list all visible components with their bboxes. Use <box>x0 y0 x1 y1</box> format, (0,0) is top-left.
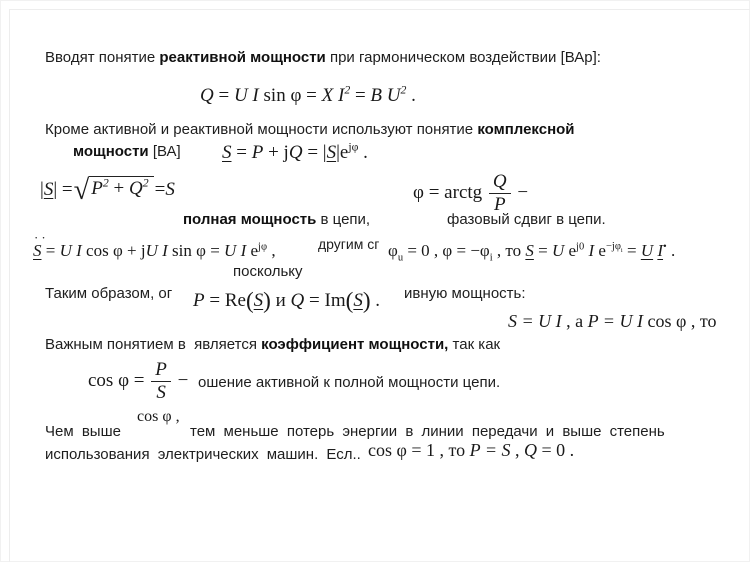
fragment-other-way: другим сг <box>318 236 380 252</box>
var-S: S <box>156 381 166 403</box>
op-eq: = <box>302 142 323 163</box>
abs-bar-eq: | = <box>53 179 73 201</box>
thus-paragraph-right: ивную мощность: <box>404 285 526 302</box>
var-Q: Q <box>200 85 214 106</box>
exp-text: −jφ <box>605 241 621 253</box>
fn-sin: sin φ = <box>263 85 322 106</box>
sub-u: u <box>397 252 404 264</box>
abs-bar: | <box>336 142 340 163</box>
formula-phase-angles <box>388 241 676 264</box>
var-UI: U I <box>224 241 251 260</box>
var-P: P <box>193 290 205 311</box>
caption-apparent-power <box>183 211 370 230</box>
op-eq: = <box>154 179 166 201</box>
op-eq: = <box>41 241 60 260</box>
fn-arctg: φ = arctg <box>413 181 487 203</box>
var-P: P <box>91 178 103 199</box>
var-S-UI: S = U I <box>508 311 562 331</box>
dash: − <box>517 181 529 203</box>
fn-cos: cos φ = <box>88 369 150 391</box>
euler-e: e <box>339 142 349 163</box>
word-to: , то <box>492 241 526 260</box>
op-plus-j: + j <box>263 142 289 163</box>
conjugate-star: • <box>663 241 667 253</box>
exp-j-phi: jφ <box>348 140 359 154</box>
paren: ( <box>345 288 354 314</box>
complex-text-bold: комплексной <box>477 121 575 138</box>
phi: φ <box>388 241 398 260</box>
fn-sin: sin φ = <box>172 241 225 260</box>
higher-paragraph-pre: Чем выше <box>45 423 121 440</box>
paren: ) <box>263 288 271 314</box>
complex-unit: [ВА] <box>148 143 181 160</box>
dash: − <box>177 369 189 391</box>
op-eq: = <box>231 142 252 163</box>
sub-i: i <box>489 252 493 264</box>
op-eq: = <box>533 241 552 260</box>
intro-text-pre: Вводят понятие <box>45 49 160 66</box>
intro-text-post: при гармоническом воздействии [ВАр]: <box>325 49 601 66</box>
abs-bar: | <box>322 142 327 163</box>
usage-paragraph: использования электрических машин. Есл.. <box>45 446 361 463</box>
op-eq-zero: = 0 , φ = −φ <box>403 241 490 260</box>
important-post: так как <box>448 336 501 353</box>
op-eq: = <box>213 85 234 106</box>
paren: ) <box>362 288 371 314</box>
euler-e: e <box>568 241 577 260</box>
var-P: P <box>493 193 506 215</box>
fn-Re: = Re <box>204 290 246 311</box>
var-S-underlined: S <box>222 142 232 163</box>
op-plus: + <box>108 178 129 199</box>
important-bold: коэффициент мощности, <box>261 336 449 353</box>
formula-complex-power <box>222 142 368 164</box>
var-BU: B U <box>370 85 401 106</box>
exp-j0: j0 <box>576 241 585 253</box>
complex-power-line2 <box>73 143 181 162</box>
word-a: , а <box>561 311 588 331</box>
important-paragraph <box>45 336 500 355</box>
var-P-UI: P = U I <box>587 311 648 331</box>
important-pre: Важным понятием в является <box>45 336 262 353</box>
fn-cos-to: cos φ , то <box>647 311 717 331</box>
punct: . <box>370 290 381 311</box>
var-S-underlined: S <box>43 179 54 201</box>
caption-ratio: ошение активной к полной мощности цепи. <box>198 374 501 391</box>
punct: , <box>510 440 524 460</box>
exp-2: 2 <box>400 83 407 97</box>
formula-power-factor <box>88 360 188 403</box>
formula-apparent-power-modulus <box>40 176 175 205</box>
var-S: S <box>165 179 175 201</box>
sqrt <box>74 176 154 205</box>
var-P: P <box>251 142 264 163</box>
var-Q: Q <box>288 142 303 163</box>
var-Q: Q <box>290 290 305 311</box>
artifact-dots: ·· <box>34 230 49 245</box>
punct: . <box>406 85 416 106</box>
var-S-underlined: S <box>253 290 264 311</box>
paren: ( <box>245 288 254 314</box>
var-U-underlined: U <box>640 241 654 260</box>
op-eq: = <box>350 85 371 106</box>
formula-reactive-power <box>200 85 416 107</box>
caption-phase-shift: фазовый сдвиг в цепи. <box>447 211 606 228</box>
var-Q: Q <box>489 172 511 194</box>
var-S-underlined: S <box>326 142 337 163</box>
higher-paragraph-post: тем меньше потерь энергии в линии передачи и выше степень <box>190 423 665 440</box>
var-U: U <box>551 241 569 260</box>
caption-bold: полная мощность <box>183 211 317 228</box>
var-Q: Q <box>128 178 143 199</box>
var-S-underlined: S <box>33 241 42 260</box>
complex-power-paragraph <box>45 121 575 140</box>
var-S-underlined: S <box>353 290 363 311</box>
intro-paragraph <box>45 49 601 68</box>
exp-2: 2 <box>344 83 351 97</box>
var-XI: X I <box>321 85 345 106</box>
formula-cos-unity <box>368 440 574 461</box>
var-UI: U I <box>59 241 87 260</box>
euler-e: e <box>598 241 606 260</box>
op-eq: = <box>622 241 641 260</box>
formula-s-ui <box>508 311 716 332</box>
var-P: P <box>151 360 171 382</box>
thus-paragraph-left: Таким образом, ог <box>45 285 173 302</box>
fraction-P-S <box>151 360 171 403</box>
var-I-underlined: I <box>657 241 664 260</box>
var-S-underlined: S <box>525 241 534 260</box>
formula-re-im <box>193 288 380 315</box>
fn-cos: cos φ + j <box>86 241 146 260</box>
abs-bar: | <box>40 179 44 201</box>
var-UI: U I <box>145 241 173 260</box>
complex-text-pre: Кроме активной и реактивной мощности используют понятие <box>45 121 478 138</box>
var-Q: Q <box>524 440 537 460</box>
var-P-eq-S: P = S <box>469 440 511 460</box>
fn-Im: = Im <box>304 290 346 311</box>
euler-e: e <box>250 241 259 260</box>
punct: , <box>267 241 276 260</box>
var-UI: U I <box>233 85 264 106</box>
fn-cos-one: cos φ = 1 , то <box>368 440 470 460</box>
complex-text-bold2: мощности <box>73 143 149 160</box>
op-eq-zero: = 0 . <box>537 440 575 460</box>
sub-i: i <box>620 247 623 255</box>
punct: . <box>358 142 368 163</box>
exp-2: 2 <box>142 176 149 190</box>
formula-phase-arctg <box>413 172 528 215</box>
formula-cos-phi: cos φ , <box>137 408 180 425</box>
caption-because: поскольку <box>233 263 303 280</box>
intro-text-bold: реактивной мощности <box>159 49 326 66</box>
sqrt-radical: √ <box>73 175 90 206</box>
caption-post: в цепи, <box>316 211 371 228</box>
fraction-Q-P <box>489 172 511 215</box>
exp-2: 2 <box>102 176 109 190</box>
punct: . <box>666 241 676 260</box>
formula-euler-power <box>33 230 276 261</box>
exp-j-phi: jφ <box>258 241 268 253</box>
var-S-with-dots <box>33 230 49 261</box>
var-I: I <box>584 241 599 260</box>
exp-minus-j-phi-i <box>605 241 623 255</box>
word-and: и <box>270 290 291 311</box>
